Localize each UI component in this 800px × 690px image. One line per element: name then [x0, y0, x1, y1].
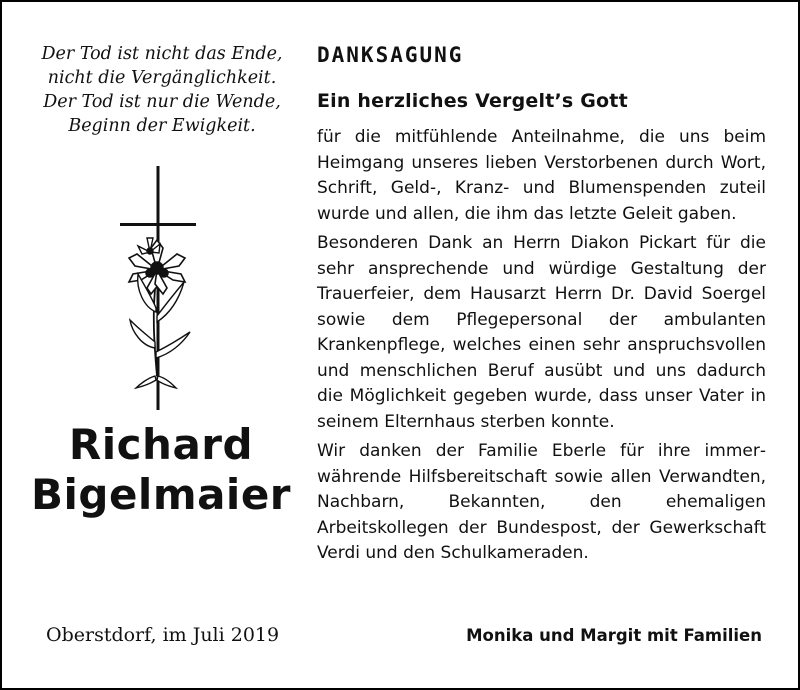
thanks-text	[317, 125, 766, 571]
paragraph: für die mitfühlende Anteilnahme, die uns beim Heimgang unseres lieben Verstorbenen durch Wort, Schrift, Geld-, Kranz- und Blumenspenden zuteil wurde und allen, die ihm das letzte Geleit gaben.	[317, 127, 766, 224]
paragraph: Besonderen Dank an Herrn Diakon Pickart für die sehr ansprechende und würdige Gestaltung der Trauerfeier, dem Hausarzt Herrn Dr. David Soergel sowie dem Pflegepersonal der ambulanten Krankenpflege, welches einen sehr anspruchsvollen und menschlichen Beruf ausübt und uns dadurch die Möglichkeit gegeben wurde, dass unser Vater in seinem Elternhaus sterben konnte.	[317, 233, 766, 432]
deceased-name	[24, 420, 298, 520]
poem-line: Beginn der Ewigkeit.	[68, 116, 256, 136]
signature: Monika und Margit mit Familien	[466, 626, 762, 645]
cross-with-edelweiss-icon	[110, 162, 220, 414]
deceased-last-name: Bigelmaier	[30, 470, 292, 519]
subheading: Ein herzliches Vergelt’s Gott	[317, 90, 628, 112]
paragraph: Wir danken der Familie Eberle für ihre immerwährende Hilfsbereitschaft sowie allen Verwandten, Nachbarn, Bekannten, den ehemaligen Arbeitskollegen der Bundespost, der Gewerkschaft Verdi und den Schulkameraden.	[317, 441, 766, 563]
heading: DANKSAGUNG	[317, 43, 464, 67]
poem-line: Der Tod ist nur die Wende,	[43, 92, 281, 112]
deceased-first-name: Richard	[68, 420, 254, 469]
place-date: Oberstdorf, im Juli 2019	[46, 624, 280, 646]
poem	[24, 42, 300, 138]
poem-line: nicht die Vergänglichkeit.	[47, 68, 277, 88]
poem-line: Der Tod ist nicht das Ende,	[41, 44, 283, 64]
